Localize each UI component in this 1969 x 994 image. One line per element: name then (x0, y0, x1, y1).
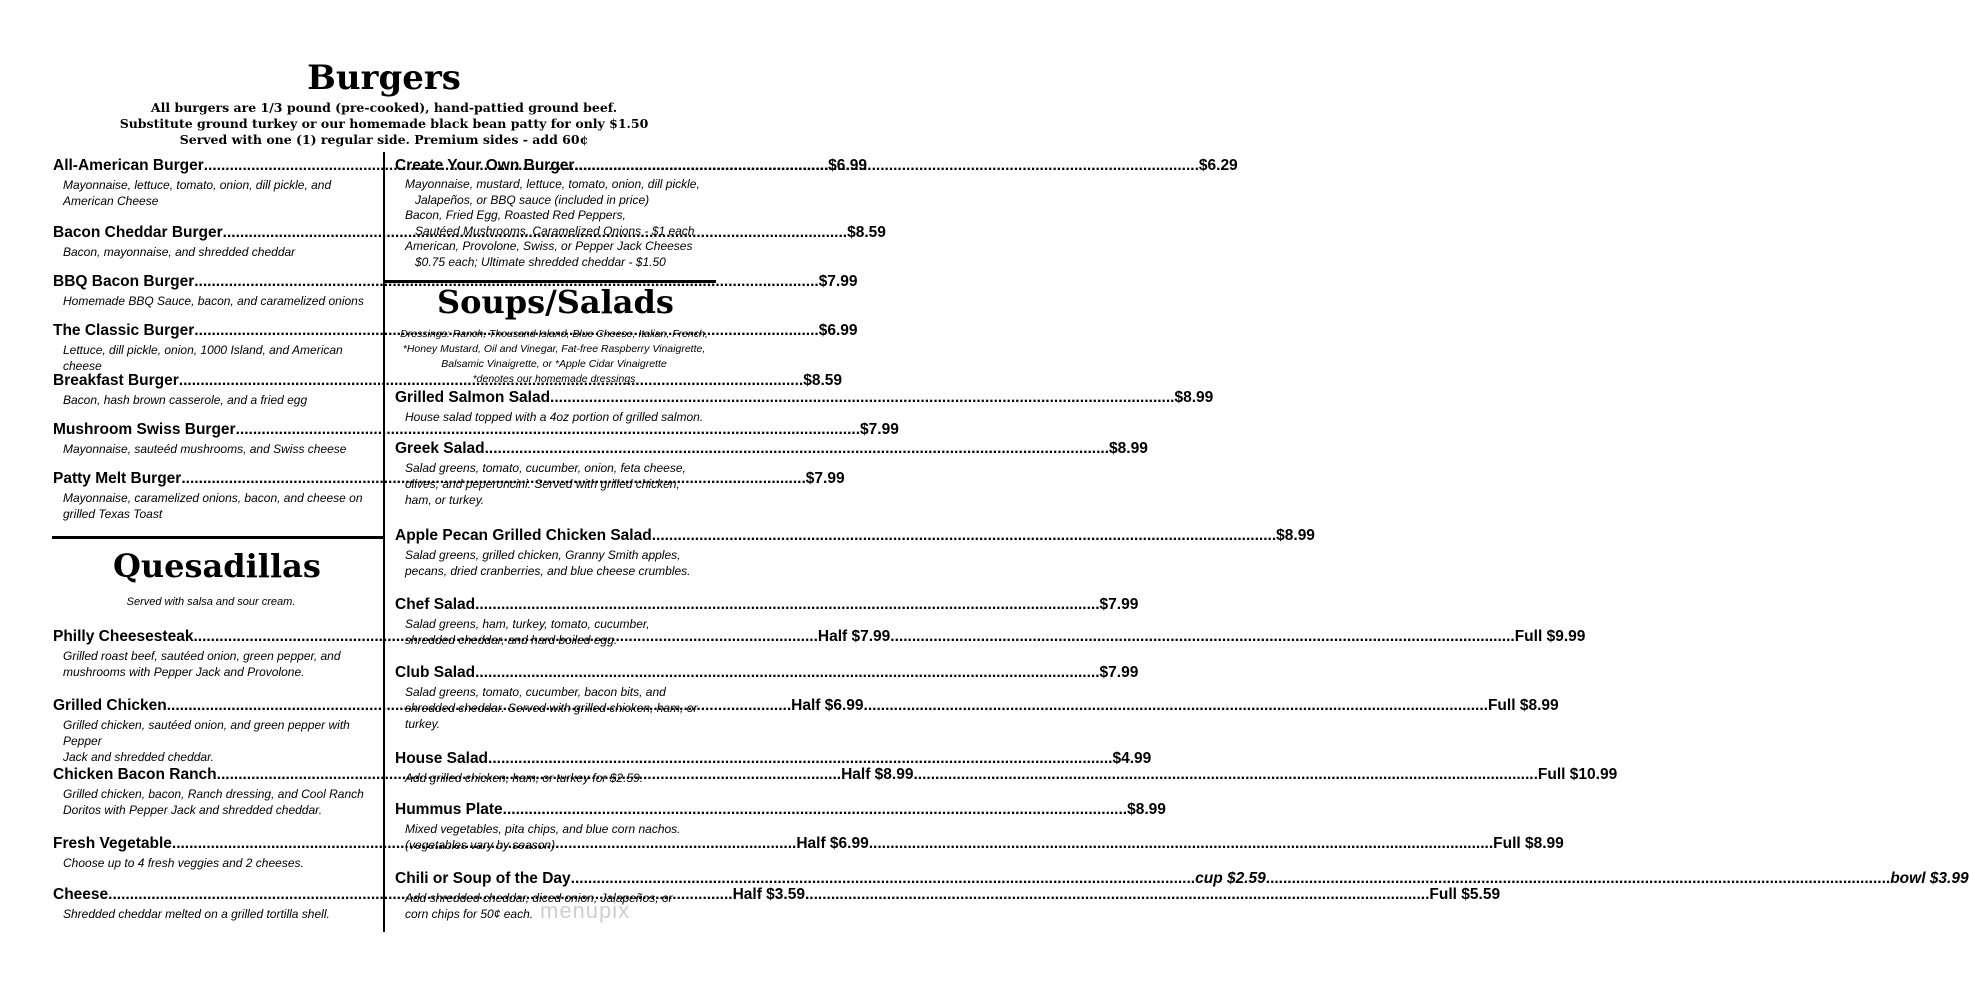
item-name: Cheese (53, 886, 109, 903)
burgers-subtitle-line: All burgers are 1/3 pound (pre-cooked), hand-pattied ground beef. (150, 100, 618, 115)
item-desc: Grilled chicken, bacon, Ranch dressing, and Cool Ranch (63, 787, 364, 801)
item-name: Hummus Plate (395, 801, 503, 818)
item-name: Club Salad (395, 664, 476, 681)
bowl-price: bowl $3.99 (1890, 870, 1969, 887)
item-name: All-American Burger (53, 157, 204, 174)
item-desc: Bacon, hash brown casserole, and a fried egg (63, 393, 308, 407)
item-price: $7.99 (805, 470, 845, 487)
item-name: Greek Salad (395, 440, 485, 457)
item-desc: $0.75 each; Ultimate shredded cheddar - $1.50 (415, 254, 666, 269)
item-desc: Choose up to 4 fresh veggies and 2 cheeses. (63, 856, 304, 870)
item-desc: Add shredded cheddar, diced onion, Jalapeños, or (405, 891, 673, 905)
item-desc: Doritos with Pepper Jack and shredded cheddar. (63, 803, 323, 817)
item-name: Create Your Own Burger (395, 157, 575, 174)
item-price: $8.59 (803, 372, 843, 389)
item-full-price: Full $10.99 (1537, 766, 1618, 783)
dressings-line: Balsamic Vinaigrette, or *Apple Cidar Vinaigrette (441, 358, 667, 370)
item-name: Grilled Chicken (53, 697, 167, 714)
item-desc: Salad greens, tomato, cucumber, onion, feta cheese, (405, 461, 686, 475)
item-full-price: Full $5.59 (1429, 886, 1501, 903)
item-name: Patty Melt Burger (53, 470, 182, 487)
item-price: $6.99 (818, 322, 858, 339)
item-desc: Mayonnaise, caramelized onions, bacon, and cheese on (63, 491, 363, 505)
item-name: Chef Salad (395, 596, 476, 613)
item-desc: Mayonnaise, lettuce, tomato, onion, dill pickle, and (63, 178, 332, 192)
item-desc: shredded cheddar, and hard boiled egg. (405, 633, 618, 647)
item-desc: Grilled chicken, sautéed onion, and green pepper with Pepper (63, 718, 350, 748)
burgers-subtitle (0, 100, 768, 148)
item-price: $6.29 (1198, 157, 1238, 174)
item-desc: shredded cheddar. Served with grilled chicken, ham, or (405, 701, 698, 715)
soups-salads-title: Soups/Salads (437, 283, 674, 321)
item-desc: pecans, dried cranberries, and blue cheese crumbles. (405, 564, 691, 578)
item-desc: Mayonnaise, sauteéd mushrooms, and Swiss cheese (63, 442, 347, 456)
item-price: $6.99 (828, 157, 867, 174)
quesadillas-title: Quesadillas (113, 547, 321, 585)
item-desc: Bacon, Fried Egg, Roasted Red Peppers, (405, 208, 626, 222)
item-desc: grilled Texas Toast (63, 507, 163, 521)
dressings-note (392, 327, 716, 387)
item-name: House Salad (395, 750, 489, 767)
item-price: $7.99 (860, 421, 899, 438)
item-desc: American, Provolone, Swiss, or Pepper Jack Cheeses (405, 239, 693, 253)
item-name: Mushroom Swiss Burger (53, 421, 236, 438)
item-desc: Mayonnaise, mustard, lettuce, tomato, onion, dill pickle, (405, 177, 700, 191)
item-desc: Salad greens, tomato, cucumber, bacon bits, and (405, 685, 666, 699)
item-price: $7.99 (818, 273, 858, 290)
item-half-price: Half $7.99 (817, 628, 891, 645)
item-desc: Sautéed Mushrooms, Caramelized Onions - $1 each (415, 223, 695, 238)
item-price: $8.59 (847, 224, 886, 241)
item-desc: Jack and shredded cheddar. (63, 750, 214, 764)
item-desc: Homemade BBQ Sauce, bacon, and caramelized onions (63, 294, 364, 308)
item-desc: olives, and peperoncini. Served with grilled chicken, (405, 477, 680, 491)
dressings-line: *Honey Mustard, Oil and Vinegar, Fat-free Raspberry Vinaigrette, (402, 343, 706, 355)
dressings-line: Dressings: Ranch, Thousand Island, Blue Cheese, Italian, French, (400, 328, 708, 340)
item-desc: Add grilled chicken, ham, or turkey for $2.59. (405, 771, 644, 785)
cup-price: cup $2.59 (1195, 870, 1266, 887)
salad-item (395, 389, 1214, 425)
item-price: $8.99 (1276, 527, 1315, 544)
column-divider (383, 152, 385, 932)
item-desc: Jalapeños, or BBQ sauce (included in price) (415, 192, 650, 207)
quesadillas-divider (52, 536, 383, 539)
item-desc: mushrooms with Pepper Jack and Provolone. (63, 665, 305, 679)
item-price: $7.99 (1099, 596, 1139, 613)
item-name: BBQ Bacon Burger (53, 273, 195, 290)
item-desc: Salad greens, ham, turkey, tomato, cucumber, (405, 617, 650, 631)
item-name: Bacon Cheddar Burger (53, 224, 223, 241)
item-name: The Classic Burger (53, 322, 195, 339)
item-half-price: Half $6.99 (791, 697, 864, 714)
burgers-subtitle-line: Served with one (1) regular side. Premium sides - add 60¢ (179, 132, 589, 147)
item-desc: Salad greens, grilled chicken, Granny Smith apples, (405, 548, 681, 562)
item-desc: American Cheese (63, 194, 159, 208)
item-half-price: Half $8.99 (841, 766, 914, 783)
item-desc: (vegetables vary by season) (405, 838, 556, 852)
item-price: $8.99 (1174, 389, 1214, 406)
item-price: $7.99 (1099, 664, 1139, 681)
burgers-title: Burgers (307, 58, 461, 98)
item-name: Chicken Bacon Ranch (53, 766, 217, 783)
item-half-price: Half $6.99 (796, 835, 869, 852)
item-name: Philly Cheesesteak (53, 628, 194, 645)
item-desc: House salad topped with a 4oz portion of grilled salmon. (405, 410, 704, 424)
burgers-subtitle-line: Substitute ground turkey or our homemade black bean patty for only $1.50 (119, 116, 649, 131)
item-desc: Bacon, mayonnaise, and shredded cheddar (63, 245, 296, 259)
item-name: Chili or Soup of the Day (395, 870, 571, 887)
watermark: menupix (540, 898, 631, 923)
item-price: $8.99 (1109, 440, 1148, 457)
item-desc: turkey. (405, 717, 441, 731)
item-desc: corn chips for 50¢ each. (405, 907, 534, 921)
item-name: Grilled Salmon Salad (395, 389, 551, 406)
item-full-price: Full $8.99 (1487, 697, 1559, 714)
item-desc: Mixed vegetables, pita chips, and blue corn nachos. (405, 822, 681, 836)
item-full-price: Full $9.99 (1514, 628, 1586, 645)
item-name: Apple Pecan Grilled Chicken Salad (395, 527, 652, 544)
item-half-price: Half $3.59 (732, 886, 805, 903)
item-desc: Grilled roast beef, sautéed onion, green pepper, and (63, 649, 341, 663)
item-desc: ham, or turkey. (405, 493, 485, 507)
item-price: $4.99 (1112, 750, 1152, 767)
quesadillas-note: Served with salsa and sour cream. (126, 596, 296, 608)
item-full-price: Full $8.99 (1493, 835, 1564, 852)
item-desc: Shredded cheddar melted on a grilled tortilla shell. (63, 907, 330, 921)
salad-item (395, 527, 1315, 579)
item-desc: Lettuce, dill pickle, onion, 1000 Island, and American cheese (63, 343, 343, 373)
item-name: Fresh Vegetable (53, 835, 172, 852)
dressings-line: *denotes our homemade dressings (472, 373, 636, 385)
item-name: Breakfast Burger (53, 372, 179, 389)
item-price: $8.99 (1127, 801, 1166, 818)
